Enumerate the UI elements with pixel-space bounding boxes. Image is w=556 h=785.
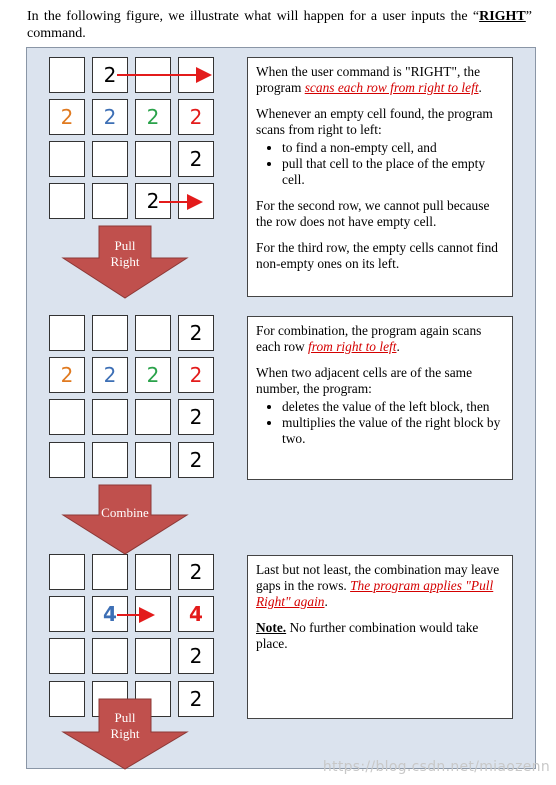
desc-paragraph: For the third row, the empty cells cannot find non-empty ones on its left. (256, 240, 498, 271)
grid-cell: 2 (178, 442, 214, 478)
watermark: https://blog.csdn.net/miaozenn (322, 759, 550, 775)
grid-cell: 4 (92, 596, 128, 632)
desc-paragraph: Whenever an empty cell found, the program scans from right to left: (256, 106, 493, 137)
desc-paragraph: Note. No further combination would take place. (256, 620, 479, 651)
grid-cell: 4 (178, 596, 214, 632)
grid-cell: 2 (49, 357, 85, 393)
stage3-description (247, 555, 513, 719)
desc-paragraph: When two adjacent cells are of the same number, the program: (256, 365, 473, 396)
note-label: Note. (256, 620, 287, 635)
grid-cell: 2 (178, 99, 214, 135)
arrow-label: Pull Right (110, 238, 140, 269)
highlight-text: scans each row from right to left (304, 80, 479, 95)
highlight-text: from right to left (308, 339, 397, 354)
grid-cell: 2 (178, 399, 214, 435)
stage2-description (247, 316, 513, 480)
list-item: • deletes the value of the left block, then (282, 399, 504, 415)
grid-cell: 2 (178, 554, 214, 590)
grid-cell: 2 (178, 638, 214, 674)
illustration-panel (26, 47, 536, 769)
grid-cell: 2 (178, 681, 214, 717)
desc-paragraph: When the user command is "RIGHT", the program scans each row from right to left. (256, 64, 482, 95)
grid-cell: 2 (178, 357, 214, 393)
grid-cell: 2 (49, 99, 85, 135)
grid-cell: 2 (135, 183, 171, 219)
grid-cell: 2 (92, 357, 128, 393)
desc-paragraph: For combination, the program again scans each row from right to left. (256, 323, 482, 354)
list-item: • pull that cell to the place of the empty cell. (282, 156, 504, 188)
desc-paragraph: For the second row, we cannot pull because the row does not have empty cell. (256, 198, 490, 229)
grid-cell: 2 (92, 99, 128, 135)
highlight-text: The program applies "Pull Right" again (256, 578, 494, 609)
arrow-label: Pull Right (110, 710, 140, 741)
grid-cell: 2 (178, 315, 214, 351)
grid-cell: 2 (135, 99, 171, 135)
intro-text-pre: In the following figure, we illustrate what will happen for a user inputs the “ (27, 9, 480, 24)
intro-text-post: ” command. (27, 9, 532, 41)
intro-paragraph (27, 8, 532, 42)
intro-keyword: RIGHT (479, 9, 526, 24)
grid-cell: 2 (135, 357, 171, 393)
grid-cell: 2 (178, 141, 214, 177)
stage1-description (247, 57, 513, 297)
desc-paragraph: Last but not least, the combination may leave gaps in the rows. The program applies "Pull Right" again. (256, 562, 500, 609)
arrow-label: Combine (101, 505, 149, 520)
grid-cell: 2 (92, 57, 128, 93)
desc-list (256, 140, 504, 188)
list-item: • multiplies the value of the right block by two. (282, 415, 504, 447)
list-item: • to find a non-empty cell, and (282, 140, 504, 156)
desc-list (256, 399, 504, 447)
